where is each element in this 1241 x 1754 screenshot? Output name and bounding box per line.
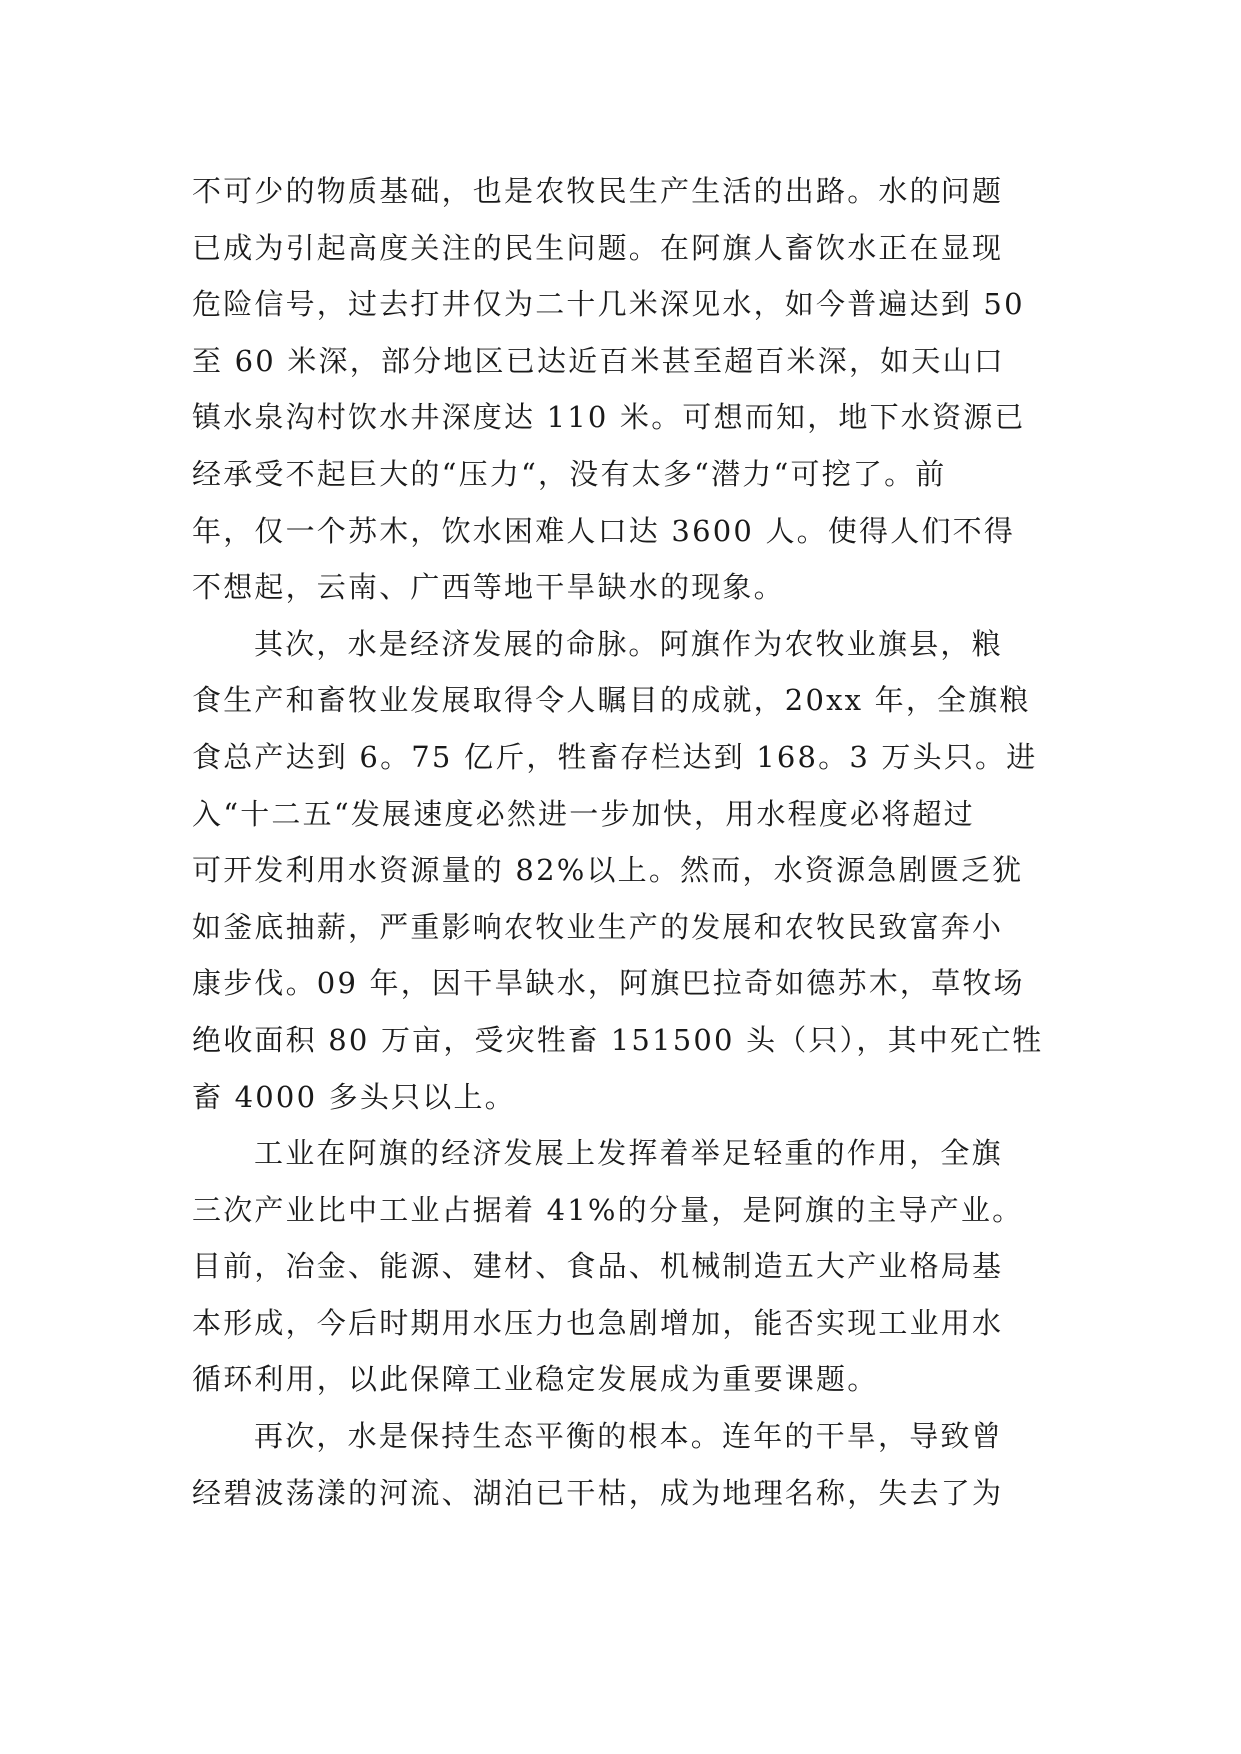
text-line: 至 60 米深，部分地区已达近百米甚至超百米深，如天山口 (192, 343, 1005, 378)
paragraph (192, 1125, 1052, 1408)
text-line: 其次，水是经济发展的命脉。阿旗作为农牧业旗县，粮 (254, 626, 1003, 661)
text-line: 本形成，今后时期用水压力也急剧增加，能否实现工业用水 (192, 1305, 1004, 1340)
text-line: 不想起，云南、广西等地干旱缺水的现象。 (192, 570, 785, 605)
text-line: 绝收面积 80 万亩，受灾牲畜 151500 头（只），其中死亡牲 (192, 1022, 1044, 1057)
text-line: 循环利用，以此保障工业稳定发展成为重要课题。 (192, 1362, 879, 1397)
text-line: 畜 4000 多头只以上。 (192, 1079, 516, 1114)
text-line: 危险信号，过去打井仅为二十几米深见水，如今普遍达到 50 (192, 287, 1025, 322)
text-line: 可开发利用水资源量的 82%以上。然而，水资源急剧匮乏犹 (192, 853, 1024, 888)
text-line: 如釜底抽薪，严重影响农牧业生产的发展和农牧民致富奔小 (192, 909, 1004, 944)
text-line: 年，仅一个苏木，饮水困难人口达 3600 人。使得人们不得 (192, 513, 1016, 548)
text-line: 康步伐。09 年，因干旱缺水，阿旗巴拉奇如德苏木，草牧场 (192, 966, 1025, 1001)
text-line: 目前，冶金、能源、建材、食品、机械制造五大产业格局基 (192, 1249, 1004, 1284)
body-text (192, 163, 1052, 1521)
text-line: 入“十二五“发展速度必然进一步加快，用水程度必将超过 (192, 796, 975, 831)
text-line: 经碧波荡漾的河流、湖泊已干枯，成为地理名称，失去了为 (192, 1475, 1004, 1510)
text-line: 再次，水是保持生态平衡的根本。连年的干旱，导致曾 (254, 1419, 1003, 1454)
text-line: 食总产达到 6。75 亿斤，牲畜存栏达到 168。3 万头只。进 (192, 739, 1038, 774)
text-line: 工业在阿旗的经济发展上发挥着举足轻重的作用，全旗 (254, 1136, 1003, 1171)
text-line: 食生产和畜牧业发展取得令人瞩目的成就，20xx 年，全旗粮 (192, 683, 1031, 718)
text-line: 镇水泉沟村饮水井深度达 110 米。可想而知，地下水资源已 (192, 400, 1026, 435)
text-line: 三次产业比中工业占据着 41%的分量，是阿旗的主导产业。 (192, 1192, 1024, 1227)
text-line: 已成为引起高度关注的民生问题。在阿旗人畜饮水正在显现 (192, 230, 1004, 265)
paragraph (192, 163, 1052, 616)
text-line: 经承受不起巨大的“压力“，没有太多“潜力“可挖了。前 (192, 456, 947, 491)
text-line: 不可少的物质基础，也是农牧民生产生活的出路。水的问题 (192, 174, 1004, 208)
paragraph (192, 1408, 1052, 1521)
paragraph (192, 616, 1052, 1125)
